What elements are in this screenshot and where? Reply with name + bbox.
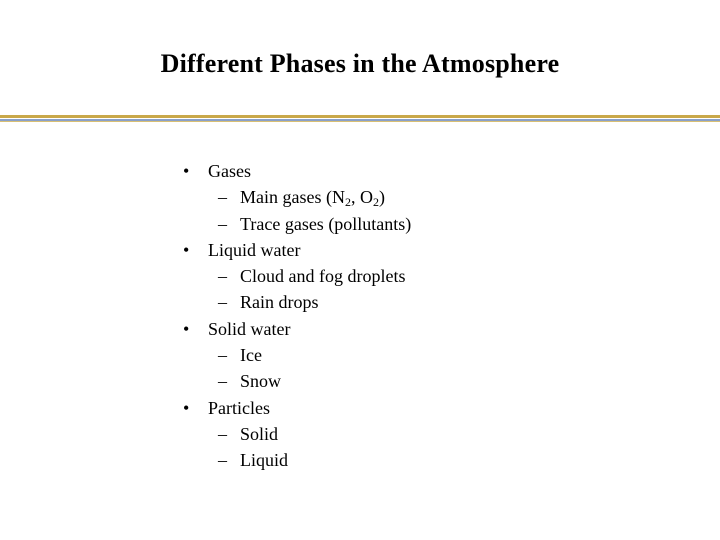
bullet-marker: •	[183, 239, 190, 260]
list-item-label: Particles	[208, 397, 270, 418]
sub-item-text: Rain drops	[240, 292, 319, 313]
sub-item-solid	[180, 421, 411, 447]
dash-marker: –	[218, 345, 227, 366]
sub-item-cloud-fog	[180, 263, 411, 289]
list-item-liquid-water	[180, 237, 411, 263]
list-item-label: Gases	[208, 161, 251, 181]
dash-marker: –	[218, 371, 227, 392]
dash-marker: –	[218, 187, 227, 208]
dash-marker: –	[218, 292, 227, 313]
subscript: 2	[344, 195, 351, 210]
list-item-particles	[180, 395, 411, 421]
list-item-gases	[180, 158, 411, 184]
subscript: 2	[372, 195, 379, 210]
bullet-marker: •	[183, 318, 190, 339]
list-item-label: Solid water	[208, 318, 291, 339]
dash-marker: –	[218, 423, 227, 444]
sub-item-text: Cloud and fog droplets	[240, 266, 406, 287]
slide-title: Different Phases in the Atmosphere	[160, 49, 560, 78]
bullet-list	[180, 158, 411, 474]
sub-item-ice	[180, 342, 411, 368]
sub-item-snow	[180, 368, 411, 394]
sub-item-text: Main gases ($N_2$, $O_2$)	[240, 187, 385, 210]
sub-item-rain-drops	[180, 289, 411, 315]
list-item-solid-water	[180, 316, 411, 342]
title-divider-gold-lower	[0, 121, 720, 122]
sub-item-text: Ice	[240, 345, 262, 366]
sub-item-liquid	[180, 447, 411, 473]
sub-item-text: Trace gases (pollutants)	[240, 213, 412, 234]
sub-item-trace-gases	[180, 211, 411, 237]
sub-item-text: Snow	[240, 371, 282, 392]
dash-marker: –	[218, 450, 227, 471]
dash-marker: –	[218, 213, 227, 234]
dash-marker: –	[218, 266, 227, 287]
bullet-marker: •	[183, 161, 190, 181]
list-item-label: Liquid water	[208, 239, 301, 260]
sub-item-text: Liquid	[240, 450, 288, 471]
sub-item-main-gases	[180, 184, 411, 210]
bullet-marker: •	[183, 397, 190, 418]
sub-item-text: Solid	[240, 423, 279, 444]
